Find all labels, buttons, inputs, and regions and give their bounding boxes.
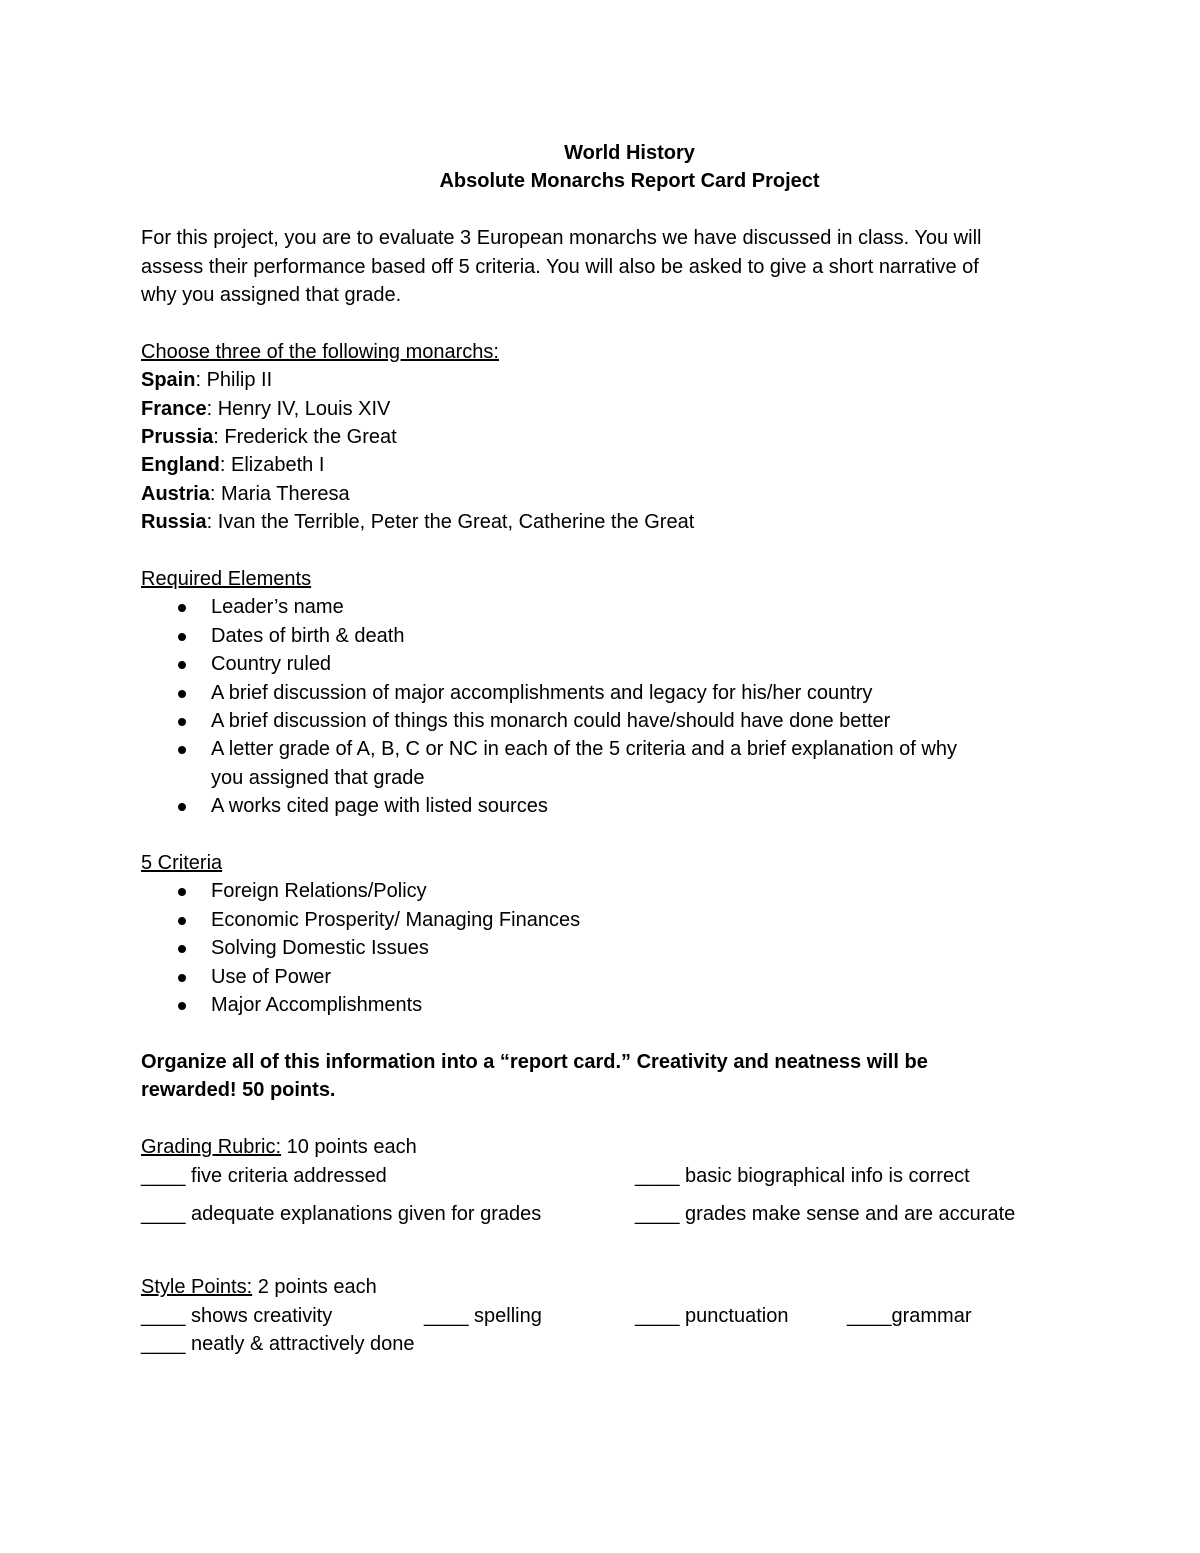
monarch-names: : Frederick the Great bbox=[213, 426, 397, 448]
criteria-list bbox=[141, 877, 1061, 1019]
monarch-entry bbox=[141, 366, 1061, 394]
list-item: Use of Power bbox=[141, 963, 1061, 991]
country-name: Russia bbox=[141, 511, 207, 534]
list-item-continuation: you assigned that grade bbox=[211, 766, 425, 789]
country-name: Austria bbox=[141, 482, 210, 505]
style-row bbox=[141, 1330, 1061, 1358]
list-item: Solving Domestic Issues bbox=[141, 934, 1061, 962]
list-item: Country ruled bbox=[141, 650, 1061, 678]
bullet-icon bbox=[178, 888, 186, 896]
rubric-heading: Grading Rubric: bbox=[141, 1136, 282, 1159]
monarch-names: : Maria Theresa bbox=[209, 482, 350, 505]
monarch-names: : Henry IV, Louis XIV bbox=[206, 397, 391, 420]
style-item: ____ neatly & attractively done bbox=[141, 1333, 415, 1356]
style-item: ____ punctuation bbox=[635, 1304, 789, 1327]
monarch-entry bbox=[141, 480, 1061, 508]
list-item: Foreign Relations/Policy bbox=[141, 877, 1061, 905]
title-block bbox=[141, 139, 1061, 196]
style-points-section bbox=[141, 1273, 1061, 1358]
monarch-entry bbox=[141, 423, 1061, 451]
required-section bbox=[141, 565, 1061, 821]
intro-line: why you assigned that grade. bbox=[141, 283, 402, 306]
monarch-entry bbox=[141, 395, 1061, 423]
required-list bbox=[141, 593, 1061, 820]
country-name: Spain bbox=[141, 369, 196, 392]
monarch-names: : Philip II bbox=[195, 369, 273, 392]
country-name: England bbox=[141, 454, 220, 477]
rubric-item: ____ adequate explanations given for grades bbox=[141, 1202, 542, 1225]
required-heading: Required Elements bbox=[141, 568, 312, 591]
list-item: Major Accomplishments bbox=[141, 991, 1061, 1019]
style-row bbox=[141, 1302, 1061, 1330]
criteria-section bbox=[141, 849, 1061, 1019]
project-title: Absolute Monarchs Report Card Project bbox=[439, 170, 820, 193]
criteria-heading: 5 Criteria bbox=[141, 852, 223, 875]
list-item: A brief discussion of things this monarch could have/should have done better bbox=[141, 707, 1061, 735]
bullet-icon bbox=[178, 661, 186, 669]
style-item: ____grammar bbox=[847, 1304, 972, 1327]
style-item: ____ spelling bbox=[424, 1304, 542, 1327]
style-heading-line: Style Points: 2 points each bbox=[141, 1276, 377, 1299]
country-name: Prussia bbox=[141, 426, 214, 448]
rubric-item: ____ basic biographical info is correct bbox=[635, 1164, 970, 1187]
instruction-paragraph: Organize all of this information into a “report card.” Creativity and neatness will be rewarded! 50 points. bbox=[141, 1050, 928, 1102]
monarch-names: : Ivan the Terrible, Peter the Great, Catherine the Great bbox=[206, 511, 695, 534]
style-heading: Style Points: bbox=[141, 1276, 253, 1299]
list-item: A brief discussion of major accomplishments and legacy for his/her country bbox=[141, 679, 1061, 707]
intro-line: For this project, you are to evaluate 3 European monarchs we have discussed in class. You will bbox=[141, 227, 982, 250]
bullet-icon bbox=[178, 690, 186, 698]
monarch-entry bbox=[141, 508, 1061, 536]
bullet-icon bbox=[178, 1002, 186, 1010]
style-item: ____ shows creativity bbox=[141, 1304, 333, 1327]
bullet-icon bbox=[178, 746, 186, 754]
intro-line: assess their performance based off 5 criteria. You will also be asked to give a short narrative of bbox=[141, 255, 979, 278]
rubric-section bbox=[141, 1133, 1061, 1228]
bullet-icon bbox=[178, 917, 186, 925]
list-item: A letter grade of A, B, C or NC in each of the 5 criteria and a brief explanation of why you assigned that grade bbox=[141, 735, 1061, 792]
rubric-row bbox=[141, 1200, 1061, 1228]
list-item: Leader’s name bbox=[141, 593, 1061, 621]
list-item: Dates of birth & death bbox=[141, 622, 1061, 650]
monarchs-heading: Choose three of the following monarchs: bbox=[141, 340, 499, 363]
document-page bbox=[141, 139, 1061, 1358]
rubric-row bbox=[141, 1162, 1061, 1200]
monarch-names: : Elizabeth I bbox=[219, 454, 325, 477]
rubric-item: ____ grades make sense and are accurate bbox=[635, 1202, 1016, 1225]
country-name: France bbox=[141, 397, 207, 420]
bullet-icon bbox=[178, 803, 186, 811]
list-item: A works cited page with listed sources bbox=[141, 792, 1061, 820]
course-title: World History bbox=[564, 142, 695, 164]
rubric-heading-line: Grading Rubric: 10 points each bbox=[141, 1136, 417, 1159]
intro-paragraph bbox=[141, 224, 1061, 309]
list-item: Economic Prosperity/ Managing Finances bbox=[141, 906, 1061, 934]
bullet-icon bbox=[178, 974, 186, 982]
bullet-icon bbox=[178, 633, 186, 641]
bullet-icon bbox=[178, 945, 186, 953]
bullet-icon bbox=[178, 604, 186, 612]
monarch-entry bbox=[141, 451, 1061, 479]
monarchs-section bbox=[141, 338, 1061, 537]
bullet-icon bbox=[178, 718, 186, 726]
rubric-item: ____ five criteria addressed bbox=[141, 1164, 387, 1187]
